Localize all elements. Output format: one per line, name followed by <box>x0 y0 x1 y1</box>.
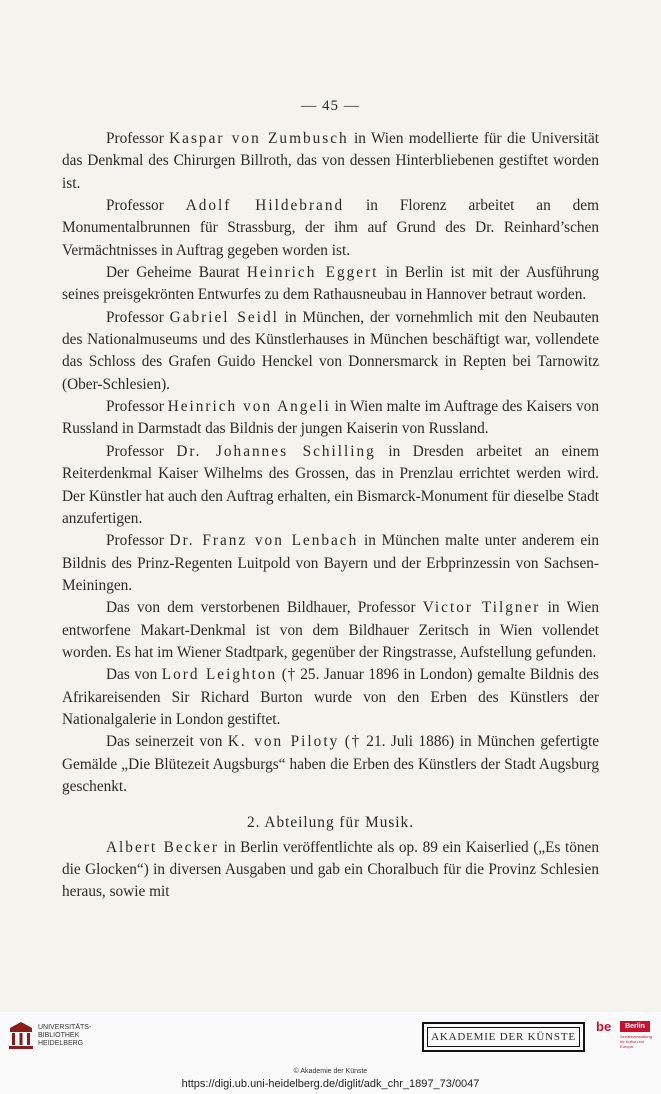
person-name: Heinrich von Angeli <box>167 398 331 416</box>
person-name: Dr. Franz von Lenbach <box>169 532 359 550</box>
paragraph: Professor Kaspar von Zumbusch in Wien modellierte für die Universität das Denkmal des Chirurgen Billroth, das von dessen Hinterbliebenen gestiftet worden ist. <box>62 130 599 192</box>
paragraph: Das von dem verstorbenen Bildhauer, Professor Victor Tilgner in Wien entworfene Makart-Denkmal ist von dem Bildhauer Zeritsch in Wien vollendet worden. Es hat im Wiener Stadtpark, gegenüber der Ringstrasse, Aufstellung gefunden. <box>62 599 599 661</box>
paragraph: Professor Adolf Hildebrand in Florenz arbeitet an dem Monumentalbrunnen für Strassburg, der ihm auf Grund des Dr. Reinhard’schen Vermächtnisses in Auftrag gegeben worden ist. <box>62 197 599 259</box>
person-name: Heinrich Eggert <box>246 264 379 282</box>
paragraph: Albert Becker in Berlin veröffentlichte als op. 89 ein Kaiserlied („Es tönen die Glocken“) in diversen Ausgaben und gab ein Choralbuch für die Provinz Schlesien heraus, sowie mit <box>62 838 599 901</box>
person-name: Dr. Johannes Schilling <box>176 442 376 460</box>
person-name: Adolf Hildebrand <box>185 197 345 215</box>
ub-heidelberg-label[interactable]: UNIVERSITÄTS- BIBLIOTHEK HEIDELBERG <box>38 1024 92 1047</box>
person-name: Kaspar von Zumbusch <box>169 130 349 147</box>
paragraph: Professor Dr. Franz von Lenbach in München malte unter anderem ein Bildnis des Prinz-Regenten Luitpold von Bayern und der Erbprinzessin von Sachsen-Meiningen. <box>62 532 600 594</box>
person-name: K. von Piloty <box>227 733 340 751</box>
person-name: Lord Leighton <box>161 666 278 684</box>
ub-heidelberg-logo-icon[interactable] <box>8 1020 34 1050</box>
person-name: Albert Becker <box>106 838 219 856</box>
akademie-label: AKADEMIE DER KÜNSTE <box>427 1027 580 1047</box>
paragraph: Das von Lord Leighton († 25. Januar 1896 in London) gemalte Bildnis des Afrikareisenden Sir Richard Burton wurde von den Erben des Künstlers der Nationalgalerie in London gestiftet. <box>62 666 599 728</box>
section-heading: 2. Abteilung für Musik. <box>246 814 415 832</box>
berlin-be-mark: be <box>596 1019 612 1034</box>
paragraph: Der Geheime Baurat Heinrich Eggert in Berlin ist mit der Ausführung seines preisgekrönten Entwurfes zu dem Rathausneubau in Hannover betraut worden. <box>62 264 599 304</box>
akademie-der-kuenste-logo[interactable] <box>422 1022 585 1052</box>
permalink-url[interactable]: https://digi.ub.uni-heidelberg.de/diglit/adk_chr_1897_73/0047 <box>181 1078 480 1090</box>
person-name: Gabriel Seidl <box>169 308 279 326</box>
berlin-subtitle: Senatsverwaltung für Kultur und Europa <box>620 1034 652 1049</box>
berlin-wordmark: Berlin <box>620 1021 650 1032</box>
paragraph: Das seinerzeit von K. von Piloty († 21. Juli 1886) in München gefertigte Gemälde „Die Blütezeit Augsburgs“ haben die Erben des Künstlers der Stadt Augsburg geschenkt. <box>62 733 599 795</box>
berlin-senate-logo[interactable] <box>596 1019 652 1055</box>
body-text <box>62 128 599 904</box>
person-name: Victor Tilgner <box>422 599 541 617</box>
paragraph: Professor Heinrich von Angeli in Wien malte im Auftrage des Kaisers von Russland in Darmstadt das Bildnis der jungen Kaiserin von Russland. <box>62 398 599 438</box>
copyright-notice: © Akademie der Künste <box>293 1068 368 1075</box>
paragraph: Professor Dr. Johannes Schilling in Dresden arbeitet an einem Reiterdenkmal Kaiser Wilhelms des Grossen, das in Prenzlau errichtet werden wird. Der Künstler hat auch den Auftrag erhalten, ein Bismarck-Monument für dieselbe Stadt anzufertigen. <box>62 442 599 527</box>
page-number: — 45 — <box>301 98 360 114</box>
paragraph: Professor Gabriel Seidl in München, der vornehmlich mit den Neubauten des Nationalmuseums und des Künstlerhauses in München beschäftigt war, vollendete das Schloss des Grafen Guido Henckel von Donnersmarck in Repten bei Tarnowitz (Ober-Schlesien). <box>62 308 600 393</box>
